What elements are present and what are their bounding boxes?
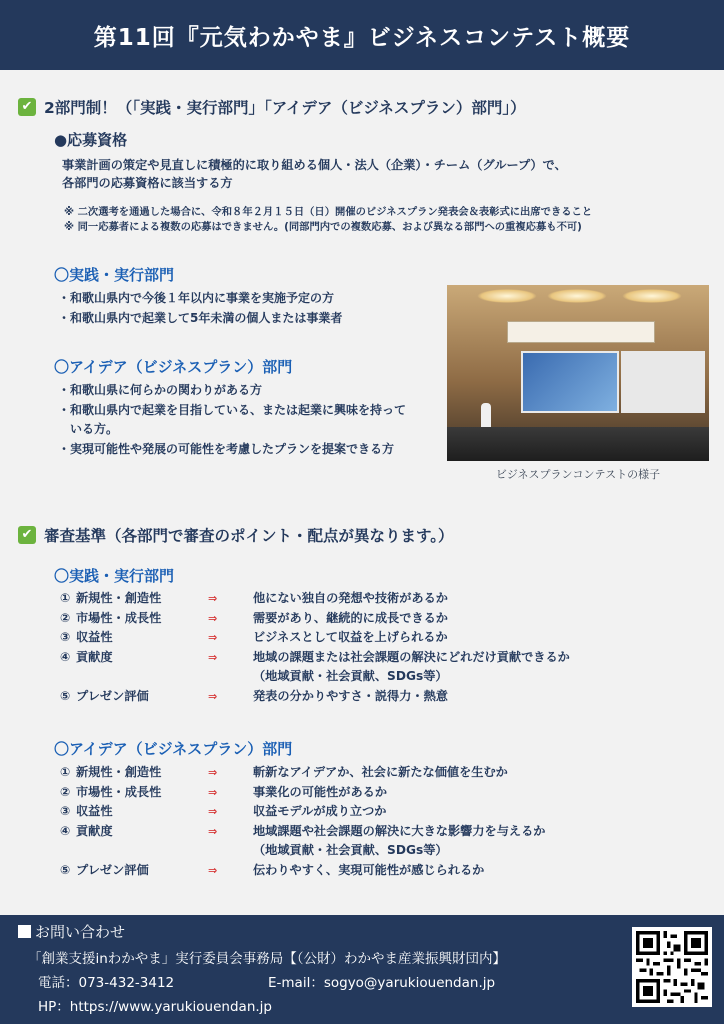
contest-photo (447, 285, 709, 461)
criteria-idea-title: 〇アイデア（ビジネスプラン）部門 (54, 740, 293, 758)
criteria-practice-title: 〇実践・実行部門 (54, 567, 175, 585)
qr-code[interactable] (632, 927, 712, 1007)
practice-division-title: 〇実践・実行部門 (54, 266, 175, 284)
criteria-name: 新規性・創造性 (76, 765, 162, 779)
criteria-num: ③ (60, 630, 71, 644)
criteria-desc: （地域貢献・社会貢献、SDGs等） (253, 843, 448, 857)
criteria-row (60, 763, 673, 783)
qr-code-graphic (636, 931, 708, 1003)
criteria-name: プレゼン評価 (76, 862, 149, 877)
check-icon: ✔ (18, 526, 36, 544)
criteria-practice-list (60, 589, 673, 706)
eligibility-line: 各部門の応募資格に該当する方 (62, 176, 233, 190)
criteria-row (60, 589, 673, 609)
eligibility-line: 事業計画の策定や見直しに積極的に取り組める個人・法人（企業）・チーム（グループ）で、 (62, 158, 567, 172)
page-title: 第11回『元気わかやま』ビジネスコンテスト概要 (0, 0, 724, 70)
criteria-desc: （地域貢献・社会貢献、SDGs等） (253, 669, 448, 683)
criteria-row (60, 648, 673, 668)
criteria-row (60, 609, 673, 629)
arrow-icon: ⇒ (208, 863, 218, 877)
eligibility-title: ●応募資格 (54, 131, 128, 149)
criteria-name: 貢献度 (76, 823, 113, 838)
contact-website[interactable]: HP：https://www.yarukiouendan.jp (38, 999, 272, 1015)
criteria-desc: 斬新なアイデアか、社会に新たな価値を生むか (253, 765, 508, 779)
criteria-num: ⑤ (60, 862, 71, 877)
eligibility-text (62, 156, 567, 192)
criteria-row (60, 687, 673, 707)
criteria-desc: 他にない独自の発想や技術があるか (253, 591, 448, 605)
criteria-num: ⑤ (60, 688, 71, 703)
contact-email[interactable]: E-mail：sogyo@yarukiouendan.jp (268, 975, 496, 991)
list-item: ・ 実現可能性や発展の可能性を考慮したプランを提案できる方 (58, 440, 413, 460)
criteria-name: 収益性 (76, 804, 113, 818)
arrow-icon: ⇒ (208, 766, 218, 779)
criteria-num: ③ (60, 804, 71, 818)
criteria-desc: 需要があり、継続的に成長できるか (253, 610, 448, 625)
section-heading-text: 2部門制！（「実践・実行部門」「アイデア（ビジネスプラン）部門」） (44, 99, 526, 117)
criteria-row-continued (60, 667, 673, 687)
note-line: ※ 同一応募者による複数の応募はできません。(同部門内での複数応募、および異なる部門への重複応募も不可) (64, 221, 582, 233)
contact-title-text: お問い合わせ (35, 923, 126, 941)
criteria-name: 収益性 (76, 630, 113, 644)
arrow-icon: ⇒ (208, 805, 218, 818)
photo-caption: ビジネスプランコンテストの様子 (495, 468, 661, 481)
section-heading-text: 審査基準（各部門で審査のポイント・配点が異なります。） (44, 527, 454, 545)
idea-division-title: 〇アイデア（ビジネスプラン）部門 (54, 358, 293, 376)
criteria-desc: ビジネスとして収益を上げられるか (253, 630, 448, 644)
criteria-desc: 地域課題や社会課題の解決に大きな影響力を与えるか (253, 823, 546, 838)
criteria-row (60, 861, 673, 881)
criteria-desc: 伝わりやすく、実現可能性が感じられるか (253, 862, 485, 877)
section-heading-divisions (18, 96, 526, 118)
criteria-num: ④ (60, 823, 71, 838)
check-icon: ✔ (18, 98, 36, 116)
arrow-icon: ⇒ (208, 689, 218, 703)
criteria-num: ① (60, 591, 71, 605)
criteria-idea-list (60, 763, 673, 880)
arrow-icon: ⇒ (208, 650, 218, 664)
criteria-row (60, 783, 673, 803)
contact-org: 「創業支援inわかやま」実行委員会事務局【（公財）わかやま産業振興財団内】 (28, 951, 507, 967)
list-item: ・ 和歌山県に何らかの関わりがある方 (58, 381, 413, 401)
contact-title (18, 921, 125, 942)
square-icon (18, 925, 31, 938)
list-item: ・ 和歌山県内で起業を目指している、または起業に興味を持っている方。 (58, 401, 413, 440)
criteria-row-continued (60, 841, 673, 861)
practice-eligibility-list (58, 289, 438, 328)
criteria-num: ② (60, 784, 71, 799)
contact-footer (0, 915, 724, 1024)
eligibility-notes (64, 205, 592, 235)
criteria-row (60, 822, 673, 842)
section-heading-criteria (18, 524, 454, 546)
list-item: ・ 和歌山県内で今後１年以内に事業を実施予定の方 (58, 289, 438, 309)
note-line: ※ 二次選考を通過した場合に、令和８年２月１５日（日）開催のビジネスプラン発表会＆表彰式に出席できること (64, 206, 593, 218)
criteria-name: プレゼン評価 (76, 688, 149, 703)
criteria-row (60, 628, 673, 648)
criteria-num: ① (60, 765, 71, 779)
arrow-icon: ⇒ (208, 824, 218, 838)
list-item: ・ 和歌山県内で起業して5年未満の個人または事業者 (58, 309, 438, 329)
contact-phone: 電話：073-432-3412 (38, 975, 175, 991)
arrow-icon: ⇒ (208, 592, 218, 605)
criteria-num: ② (60, 610, 71, 625)
arrow-icon: ⇒ (208, 631, 218, 644)
criteria-num: ④ (60, 649, 71, 664)
criteria-desc: 発表の分かりやすさ・説得力・熱意 (253, 688, 448, 703)
arrow-icon: ⇒ (208, 611, 218, 625)
idea-eligibility-list (58, 381, 413, 459)
criteria-name: 市場性・成長性 (76, 784, 162, 799)
criteria-name: 市場性・成長性 (76, 610, 162, 625)
criteria-name: 新規性・創造性 (76, 591, 162, 605)
arrow-icon: ⇒ (208, 785, 218, 799)
criteria-name: 貢献度 (76, 649, 113, 664)
criteria-row (60, 802, 673, 822)
criteria-desc: 地域の課題または社会課題の解決にどれだけ貢献できるか (253, 649, 570, 664)
criteria-desc: 事業化の可能性があるか (253, 784, 388, 799)
criteria-desc: 収益モデルが成り立つか (253, 804, 387, 818)
